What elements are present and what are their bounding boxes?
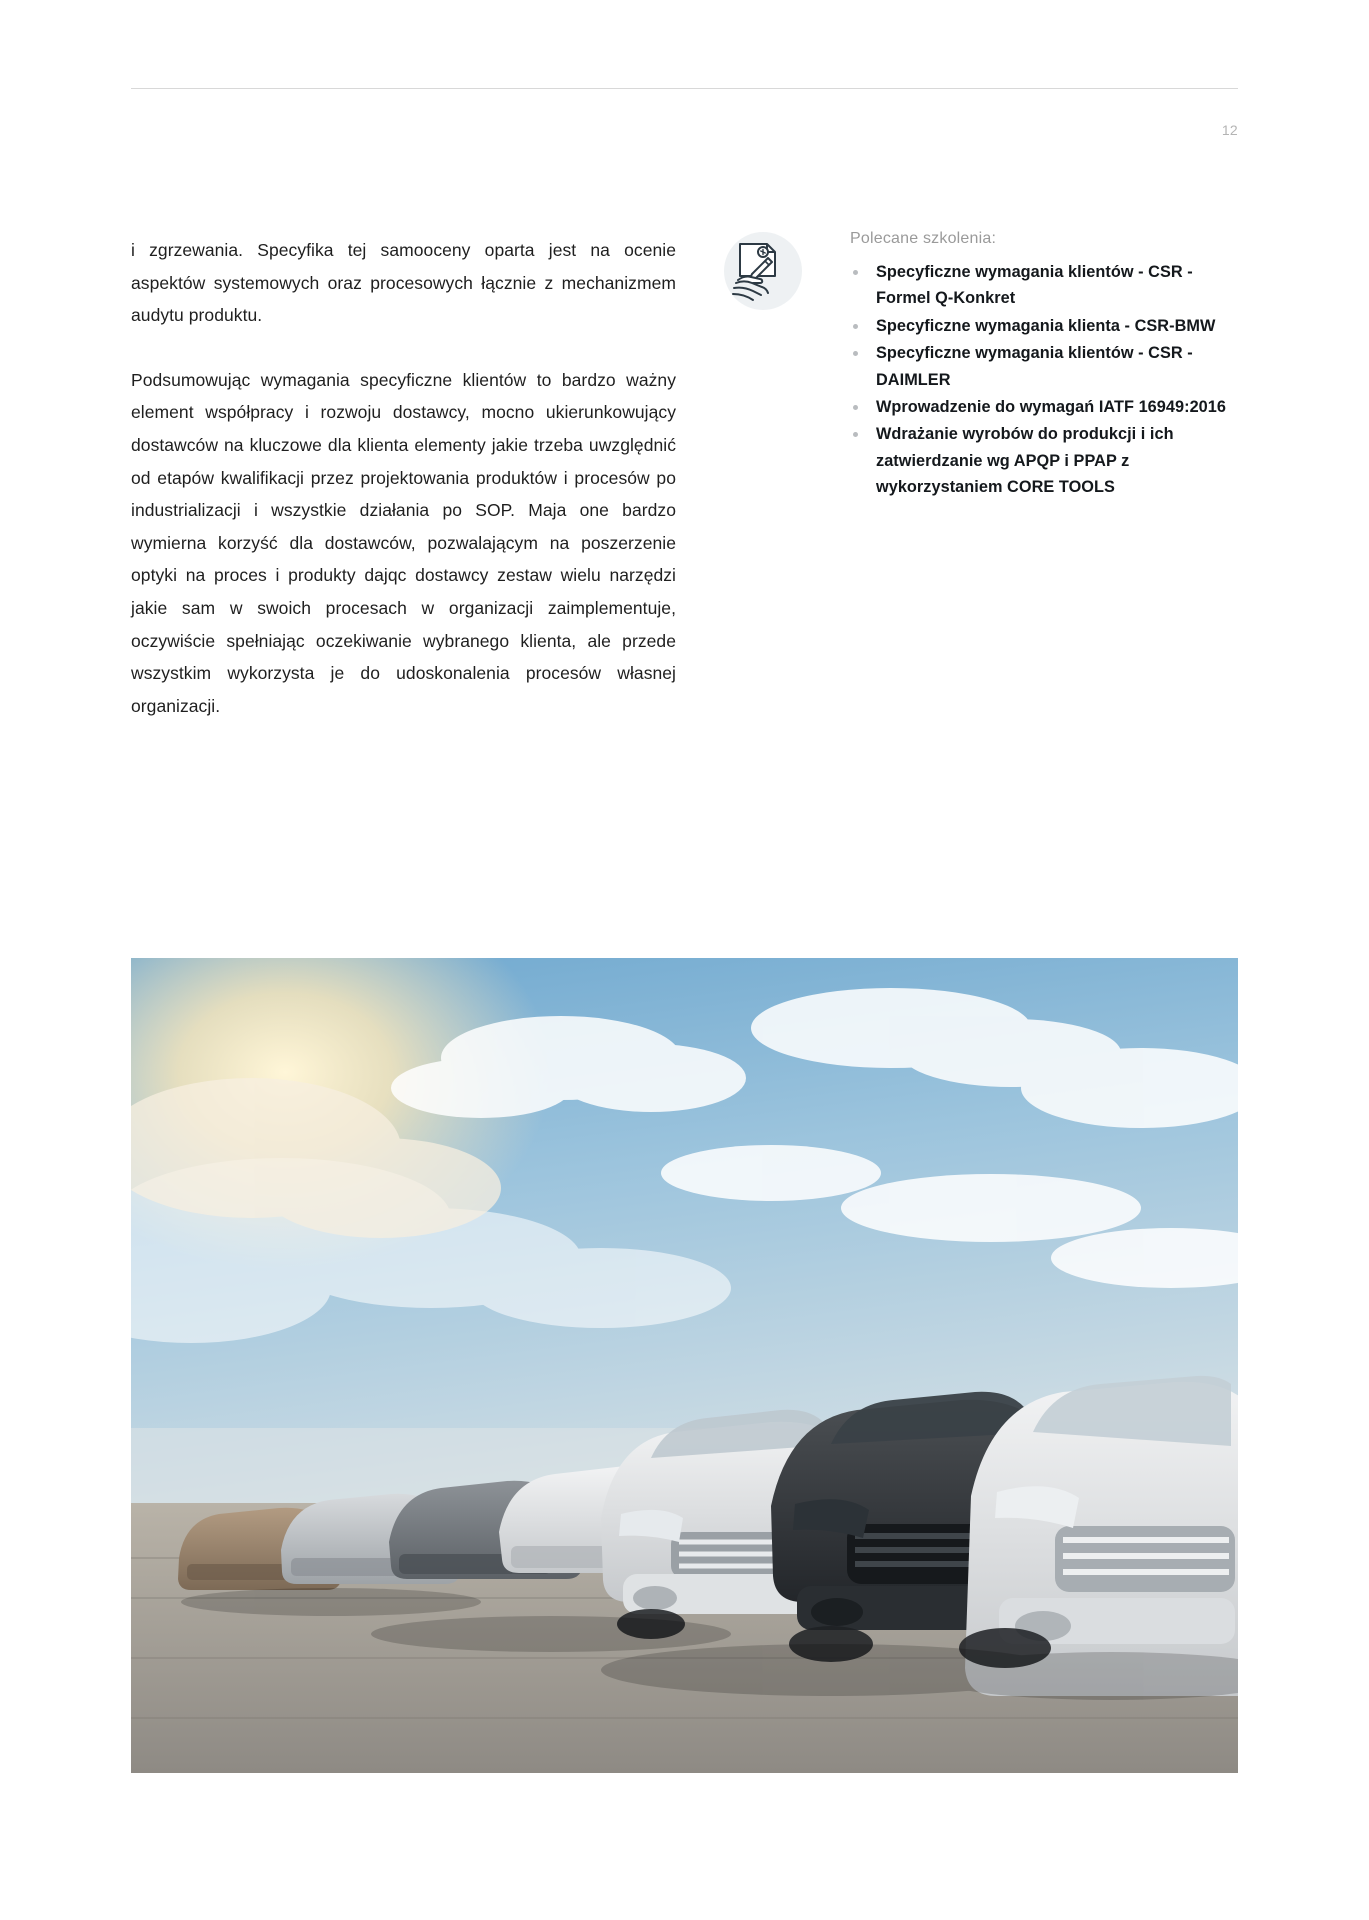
list-item	[850, 313, 1240, 339]
bullet-icon	[853, 432, 858, 437]
trainings-title: Polecane szkolenia:	[850, 230, 997, 247]
bullet-icon	[853, 405, 858, 410]
list-item	[850, 259, 1240, 312]
bullet-icon	[853, 270, 858, 275]
bullet-icon	[853, 324, 858, 329]
list-item-label: Specyficzne wymagania klientów - CSR - Formel Q-Konkret	[876, 263, 1193, 308]
row-of-parked-cars-photo	[131, 958, 1238, 1773]
list-item-label: Wdrażanie wyrobów do produkcji i ich zatwierdzanie wg APQP i PPAP z wykorzystaniem CORE TOOLS	[876, 425, 1174, 497]
header-divider	[131, 88, 1238, 89]
list-item-label: Wprowadzenie do wymagań IATF 16949:2016	[876, 398, 1226, 417]
list-item	[850, 421, 1240, 500]
list-item	[850, 394, 1240, 420]
trainings-list	[850, 259, 1240, 501]
list-item-label: Specyficzne wymagania klienta - CSR-BMW	[876, 316, 1216, 335]
list-item	[850, 340, 1240, 393]
bullet-icon	[853, 351, 858, 356]
trainings-text	[850, 228, 1240, 502]
hand-holding-document-icon	[718, 228, 804, 314]
paragraph-1: i zgrzewania. Specyfika tej samooceny oparta jest na ocenie aspektów systemowych oraz procesowych łącznie z mechanizmem audytu produktu.	[131, 240, 676, 326]
list-item-label: Specyficzne wymagania klientów - CSR - DAIMLER	[876, 344, 1193, 389]
main-text-column	[131, 234, 676, 722]
page-number: 12	[1221, 122, 1238, 138]
paragraph-2: Podsumowując wymagania specyficzne klientów to bardzo ważny element współpracy i rozwoju dostawcy, mocno ukierunkowujący dostawców na kluczowe dla klienta elementy jakie trzeba uwzględnić od etapów kwalifikacji przez projektowania produktów i procesów po industrializacji i wszystkie działania po SOP. Maja one bardzo wymierna korzyść dla dostawców, pozwalającym na poszerzenie optyki na proces i produkty dajqc dostawcy zestaw wielu narzędzi jakie sam w swoich procesach w organizacji zaimplementuje, oczywiście spełniając oczekiwanie wybranego klienta, ale przede wszystkim wykorzysta je do udoskonalenia procesów własnej organizacji.	[131, 369, 676, 716]
